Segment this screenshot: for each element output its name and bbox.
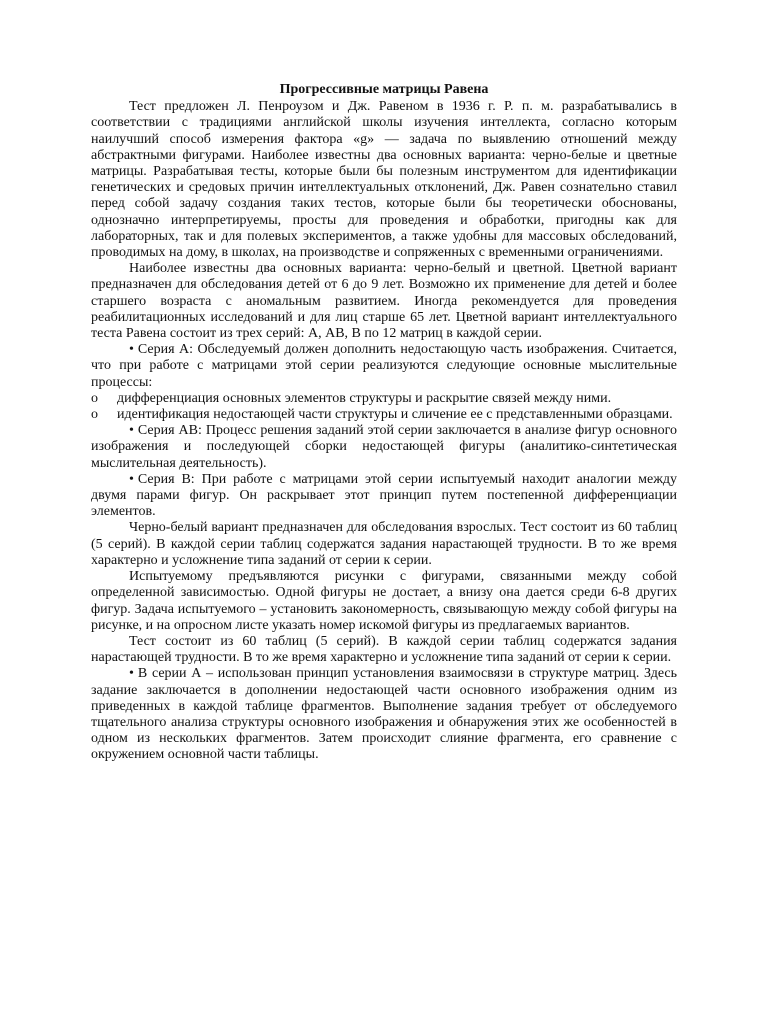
bullet-paragraph: [91, 342, 677, 391]
circle-bullet-icon: o: [91, 390, 98, 406]
bullet-icon: •: [129, 342, 134, 358]
bullet-paragraph: [91, 472, 677, 521]
bullet-paragraph: [91, 423, 677, 472]
sub-list-item: [91, 407, 677, 423]
paragraph: Испытуемому предъявляются рисунки с фигурами, связанными между собой определенной зависимостью. Одной фигуры не достает, а внизу она дается среди 6-8 других фигур. Задача испытуемого – установить закономерность, связывающую между собой фигуры на рисунке, и на опросном листе указать номер искомой фигуры из предлагаемых вариантов.: [91, 569, 677, 633]
paragraph: Черно-белый вариант предназначен для обследования взрослых. Тест состоит из 60 таблиц (5 серий). В каждой серии таблиц содержатся задания нарастающей трудности. В то же время характерно и усложнение типа заданий от серии к серии.: [91, 520, 677, 568]
bullet-paragraph: [91, 666, 677, 763]
sub-list-item: [91, 391, 677, 407]
sub-list-text: дифференциация основных элементов структуры и раскрытие связей между ними.: [117, 390, 612, 406]
paragraph: Тест состоит из 60 таблиц (5 серий). В каждой серии таблиц содержатся задания нарастающей трудности. В то же время характерно и усложнение типа заданий от серии к серии.: [91, 633, 677, 666]
bullet-text: Серия АВ: Процесс решения заданий этой серии заключается в анализе фигур основного изображения и последующей сборки недостающей фигуры (аналитико-синтетическая мыслительная деятельность).: [91, 423, 677, 471]
sub-list-text: идентификация недостающей части структуры и сличение ее с представленными образцами.: [117, 407, 673, 423]
paragraph: Тест предложен Л. Пенроузом и Дж. Равеном в 1936 г. Р. п. м. разрабатывались в соответствии с традициями английской школы изучения интеллекта, согласно которым наилучший способ измерения фактора «g» — задача по выявлению отношений между абстрактными фигурами. Наиболее известны два основных варианта: черно-белые и цветные матрицы. Разрабатывая тесты, которые были бы полезным инструментом для идентификации генетических и средовых причин интеллектуальных отклонений, Дж. Равен сознательно ставил перед собой задачу создания таких тестов, которые были бы теоретически обоснованы, однозначно интерпретируемы, просты для проведения и обработки, пригодны как для лабораторных, так и для полевых экспериментов, а также удобны для массовых обследований, проводимых на дому, в школах, на производстве и сопряженных с временными ограничениями.: [91, 99, 677, 261]
bullet-icon: •: [129, 666, 134, 682]
page-title: Прогрессивные матрицы Равена: [279, 82, 489, 97]
bullet-icon: •: [129, 423, 134, 439]
bullet-icon: •: [129, 471, 134, 487]
circle-bullet-icon: o: [91, 407, 98, 423]
bullet-text: Серия А: Обследуемый должен дополнить недостающую часть изображения. Считается, что при работе с матрицами этой серии реализуются следующие основные мыслительные процессы:: [91, 342, 677, 390]
paragraph: Наиболее известны два основных варианта: черно-белый и цветной. Цветной вариант предназначен для обследования детей от 6 до 9 лет. Возможно их применение для детей и более старшего возраста с аномальным развитием. Иногда рекомендуется для проведения реабилитационных исследований и для лиц старше 65 лет. Цветной вариант интеллектуального теста Равена состоит из трех серий: А, АВ, В по 12 матриц в каждой серии.: [91, 261, 677, 342]
bullet-text: Серия В: При работе с матрицами этой серии испытуемый находит аналогии между двумя парами фигур. Он раскрывает этот принцип путем постепенной дифференциации элементов.: [91, 471, 677, 520]
bullet-text: В серии А – использован принцип установления взаимосвязи в структуре матриц. Здесь задание заключается в дополнении недостающей части основного изображения одним из приведенных в каждой таблице фрагментов. Выполнение задания требует от обследуемого тщательного анализа структуры основного изображения и обнаружения этих же особенностей в одном из нескольких фрагментов. Затем происходит слияние фрагмента, его сравнение с окружением основной части таблицы.: [91, 666, 677, 763]
